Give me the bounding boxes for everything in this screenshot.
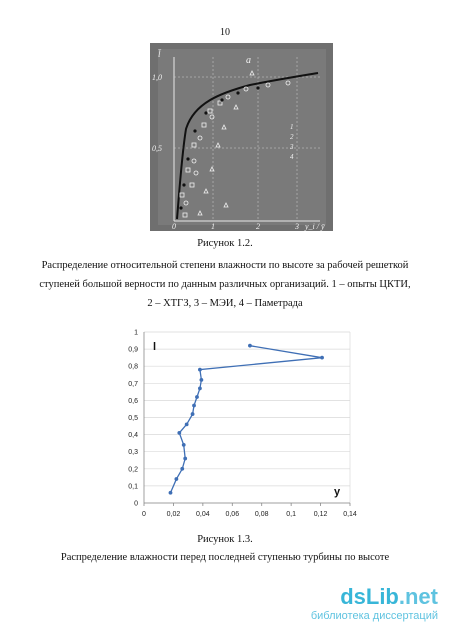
figure1-caption: Рисунок 1.2. (197, 238, 253, 249)
photo-y-axis-label: l̄ (158, 49, 161, 59)
data-point (183, 457, 187, 461)
data-point (198, 387, 202, 391)
photo-panel-label: а (246, 55, 251, 66)
x-axis-label: y (334, 486, 341, 498)
y-tick-label: 0,6 (128, 397, 138, 405)
dslib-watermark (311, 586, 438, 622)
data-point (182, 443, 186, 447)
x-tick-label: 0,02 (166, 511, 181, 518)
watermark-subtitle: библиотека диссертаций (310, 610, 438, 622)
figure2-description: Распределение влажности перед последней ступенью турбины по высоте (60, 552, 390, 563)
figure1-description-line: ступеней большой верности по данным различных организаций. 1 – опыты ЦКТИ, (39, 279, 411, 290)
y-tick-label: 0,9 (128, 346, 138, 354)
data-point (174, 477, 178, 481)
x-tick-label: 0,08 (254, 511, 269, 518)
figure1-description (18, 256, 432, 313)
figure1-description-line: Распределение относительной степени влажности по высоте за рабочей решеткой (41, 260, 409, 271)
x-tick-label: 0,12 (313, 511, 328, 518)
svg-text:4: 4 (290, 153, 294, 161)
svg-text:2: 2 (290, 133, 294, 141)
x-tick-label: 0,04 (196, 511, 210, 518)
photo-x-tick: 0 (172, 222, 176, 231)
y-tick-label: 0,2 (128, 466, 138, 474)
data-point (169, 491, 173, 495)
x-tick-label: 0,14 (343, 511, 357, 518)
figure1-description-line: 2 – ХТГЗ, 3 – МЭИ, 4 – Паметрада (147, 298, 303, 309)
data-point (198, 368, 202, 372)
data-point (185, 422, 189, 426)
series-line (171, 346, 323, 493)
data-point (195, 395, 199, 399)
page-number: 10 (220, 27, 230, 38)
y-tick-label: 0,3 (128, 449, 138, 457)
y-tick-label: 1 (134, 329, 138, 337)
data-point (199, 378, 203, 382)
y-tick-label: 0,5 (128, 415, 138, 422)
data-point (180, 467, 184, 471)
photo-x-tick: 1 (211, 222, 215, 231)
data-point (320, 356, 324, 360)
x-tick-label: 0,1 (286, 511, 297, 518)
figure2-caption: Рисунок 1.3. (197, 534, 253, 545)
data-point (192, 404, 196, 408)
svg-text:1: 1 (290, 123, 294, 131)
watermark-logo: dsLib.net (340, 584, 438, 609)
data-point (191, 412, 195, 416)
x-tick-label: 0 (142, 511, 146, 518)
photo-y-tick: 1,0 (152, 73, 162, 82)
photo-y-tick: 0,5 (152, 144, 162, 153)
x-tick-label: 0,06 (225, 511, 240, 518)
humidity-line-chart (110, 318, 360, 526)
photo-x-axis-label: y_i / ȳ (305, 222, 325, 231)
data-point (177, 431, 181, 435)
y-tick-label: 0 (134, 500, 138, 508)
y-tick-label: 0,7 (128, 380, 138, 388)
data-point (248, 344, 252, 348)
y-axis-label: l (153, 341, 157, 353)
y-tick-label: 0,4 (128, 432, 138, 440)
photo-x-tick: 2 (256, 222, 260, 231)
y-tick-label: 0,8 (128, 363, 138, 371)
svg-text:3: 3 (290, 143, 294, 151)
photo-x-tick: 3 (295, 222, 299, 231)
y-tick-label: 0,1 (128, 483, 138, 491)
scanned-figure-photo (150, 43, 333, 231)
